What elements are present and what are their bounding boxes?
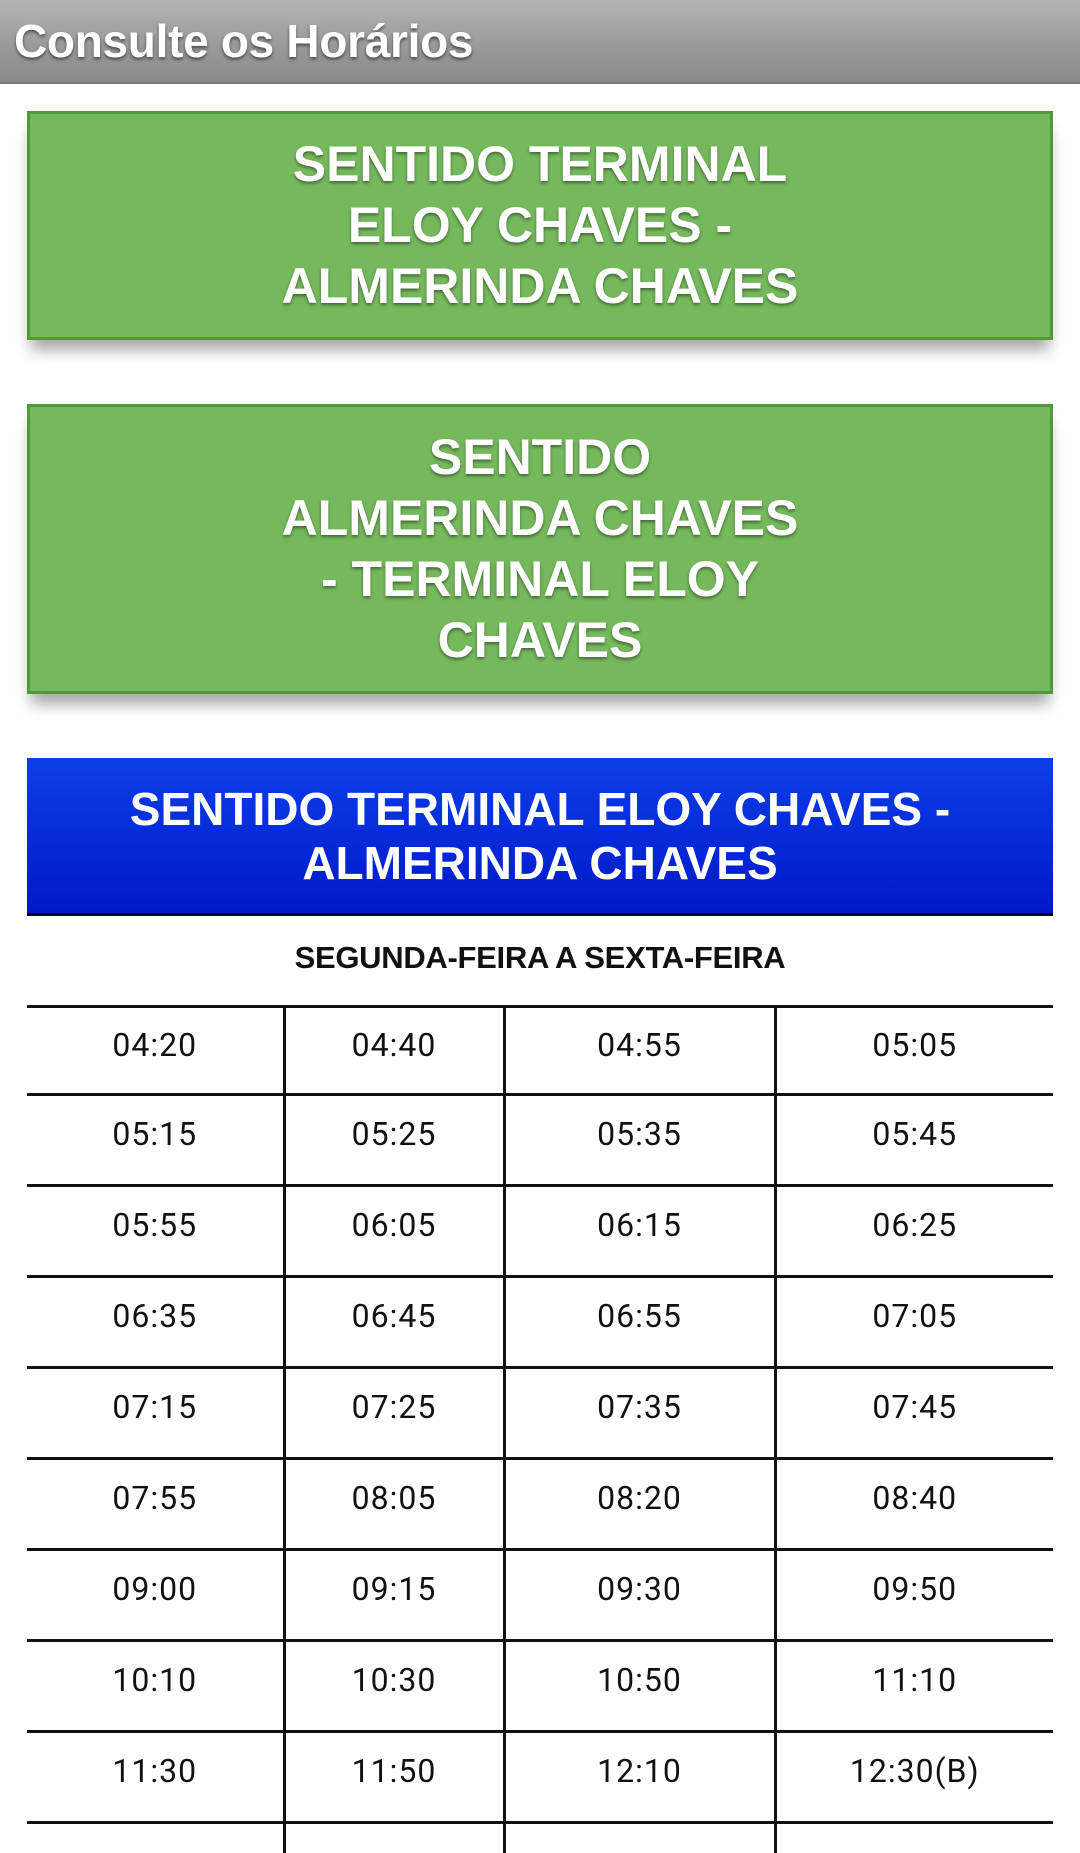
departure-time-cell: 10:10 [27, 1641, 284, 1732]
table-row [27, 1007, 1053, 1095]
departure-time-cell: 09:00 [27, 1550, 284, 1641]
departure-time-cell: 07:05 [775, 1277, 1053, 1368]
departure-time-cell: 05:35 [504, 1095, 775, 1186]
departure-time-cell: 05:15 [27, 1095, 284, 1186]
schedule-table [27, 1005, 1053, 1853]
table-row [27, 1095, 1053, 1186]
departure-time-cell: 07:15 [27, 1368, 284, 1459]
page-title: Consulte os Horários [14, 15, 474, 67]
departure-time-cell: 06:55 [504, 1277, 775, 1368]
departure-time-cell: 12:30(B) [775, 1732, 1053, 1823]
departure-time-cell [775, 1823, 1053, 1853]
departure-time-cell: 11:30 [27, 1732, 284, 1823]
table-row [27, 1186, 1053, 1277]
departure-time-cell: 06:15 [504, 1186, 775, 1277]
departure-time-cell [284, 1823, 504, 1853]
departure-time-cell: 12:10 [504, 1732, 775, 1823]
schedule-section-title [27, 758, 1053, 916]
departure-time-cell: 06:25 [775, 1186, 1053, 1277]
departure-time-cell: 07:25 [284, 1368, 504, 1459]
departure-time-cell: 11:50 [284, 1732, 504, 1823]
table-row-partial [27, 1823, 1053, 1853]
departure-time-cell: 04:20 [27, 1007, 284, 1095]
departure-time-cell: 04:40 [284, 1007, 504, 1095]
departure-time-cell: 09:50 [775, 1550, 1053, 1641]
day-range-label: SEGUNDA-FEIRA A SEXTA-FEIRA [294, 940, 786, 975]
app-header [0, 0, 1080, 84]
table-row [27, 1641, 1053, 1732]
table-row [27, 1459, 1053, 1550]
departure-time-cell: 08:05 [284, 1459, 504, 1550]
route-button-label: SENTIDO ALMERINDA CHAVES - TERMINAL ELOY CHAVES [281, 429, 799, 668]
route-button-label: SENTIDO TERMINAL ELOY CHAVES - ALMERINDA CHAVES [281, 136, 799, 314]
departure-time-cell: 08:40 [775, 1459, 1053, 1550]
departure-time-cell: 05:55 [27, 1186, 284, 1277]
schedule-section-title-text: SENTIDO TERMINAL ELOY CHAVES - ALMERINDA CHAVES [129, 782, 951, 889]
departure-time-cell: 07:55 [27, 1459, 284, 1550]
departure-time-cell: 05:25 [284, 1095, 504, 1186]
table-row [27, 1550, 1053, 1641]
departure-time-cell: 08:20 [504, 1459, 775, 1550]
departure-time-cell: 10:50 [504, 1641, 775, 1732]
departure-time-cell: 07:35 [504, 1368, 775, 1459]
table-row [27, 1368, 1053, 1459]
departure-time-cell [504, 1823, 775, 1853]
departure-time-cell: 09:30 [504, 1550, 775, 1641]
departure-time-cell: 07:45 [775, 1368, 1053, 1459]
route-button-terminal-to-almerinda[interactable] [27, 111, 1053, 340]
schedule-table-body [27, 1007, 1053, 1853]
departure-time-cell [27, 1823, 284, 1853]
table-row [27, 1277, 1053, 1368]
departure-time-cell: 05:05 [775, 1007, 1053, 1095]
departure-time-cell: 04:55 [504, 1007, 775, 1095]
departure-time-cell: 09:15 [284, 1550, 504, 1641]
table-row [27, 1732, 1053, 1823]
departure-time-cell: 06:35 [27, 1277, 284, 1368]
departure-time-cell: 06:45 [284, 1277, 504, 1368]
departure-time-cell: 05:45 [775, 1095, 1053, 1186]
departure-time-cell: 06:05 [284, 1186, 504, 1277]
route-button-almerinda-to-terminal[interactable] [27, 404, 1053, 694]
departure-time-cell: 11:10 [775, 1641, 1053, 1732]
departure-time-cell: 10:30 [284, 1641, 504, 1732]
